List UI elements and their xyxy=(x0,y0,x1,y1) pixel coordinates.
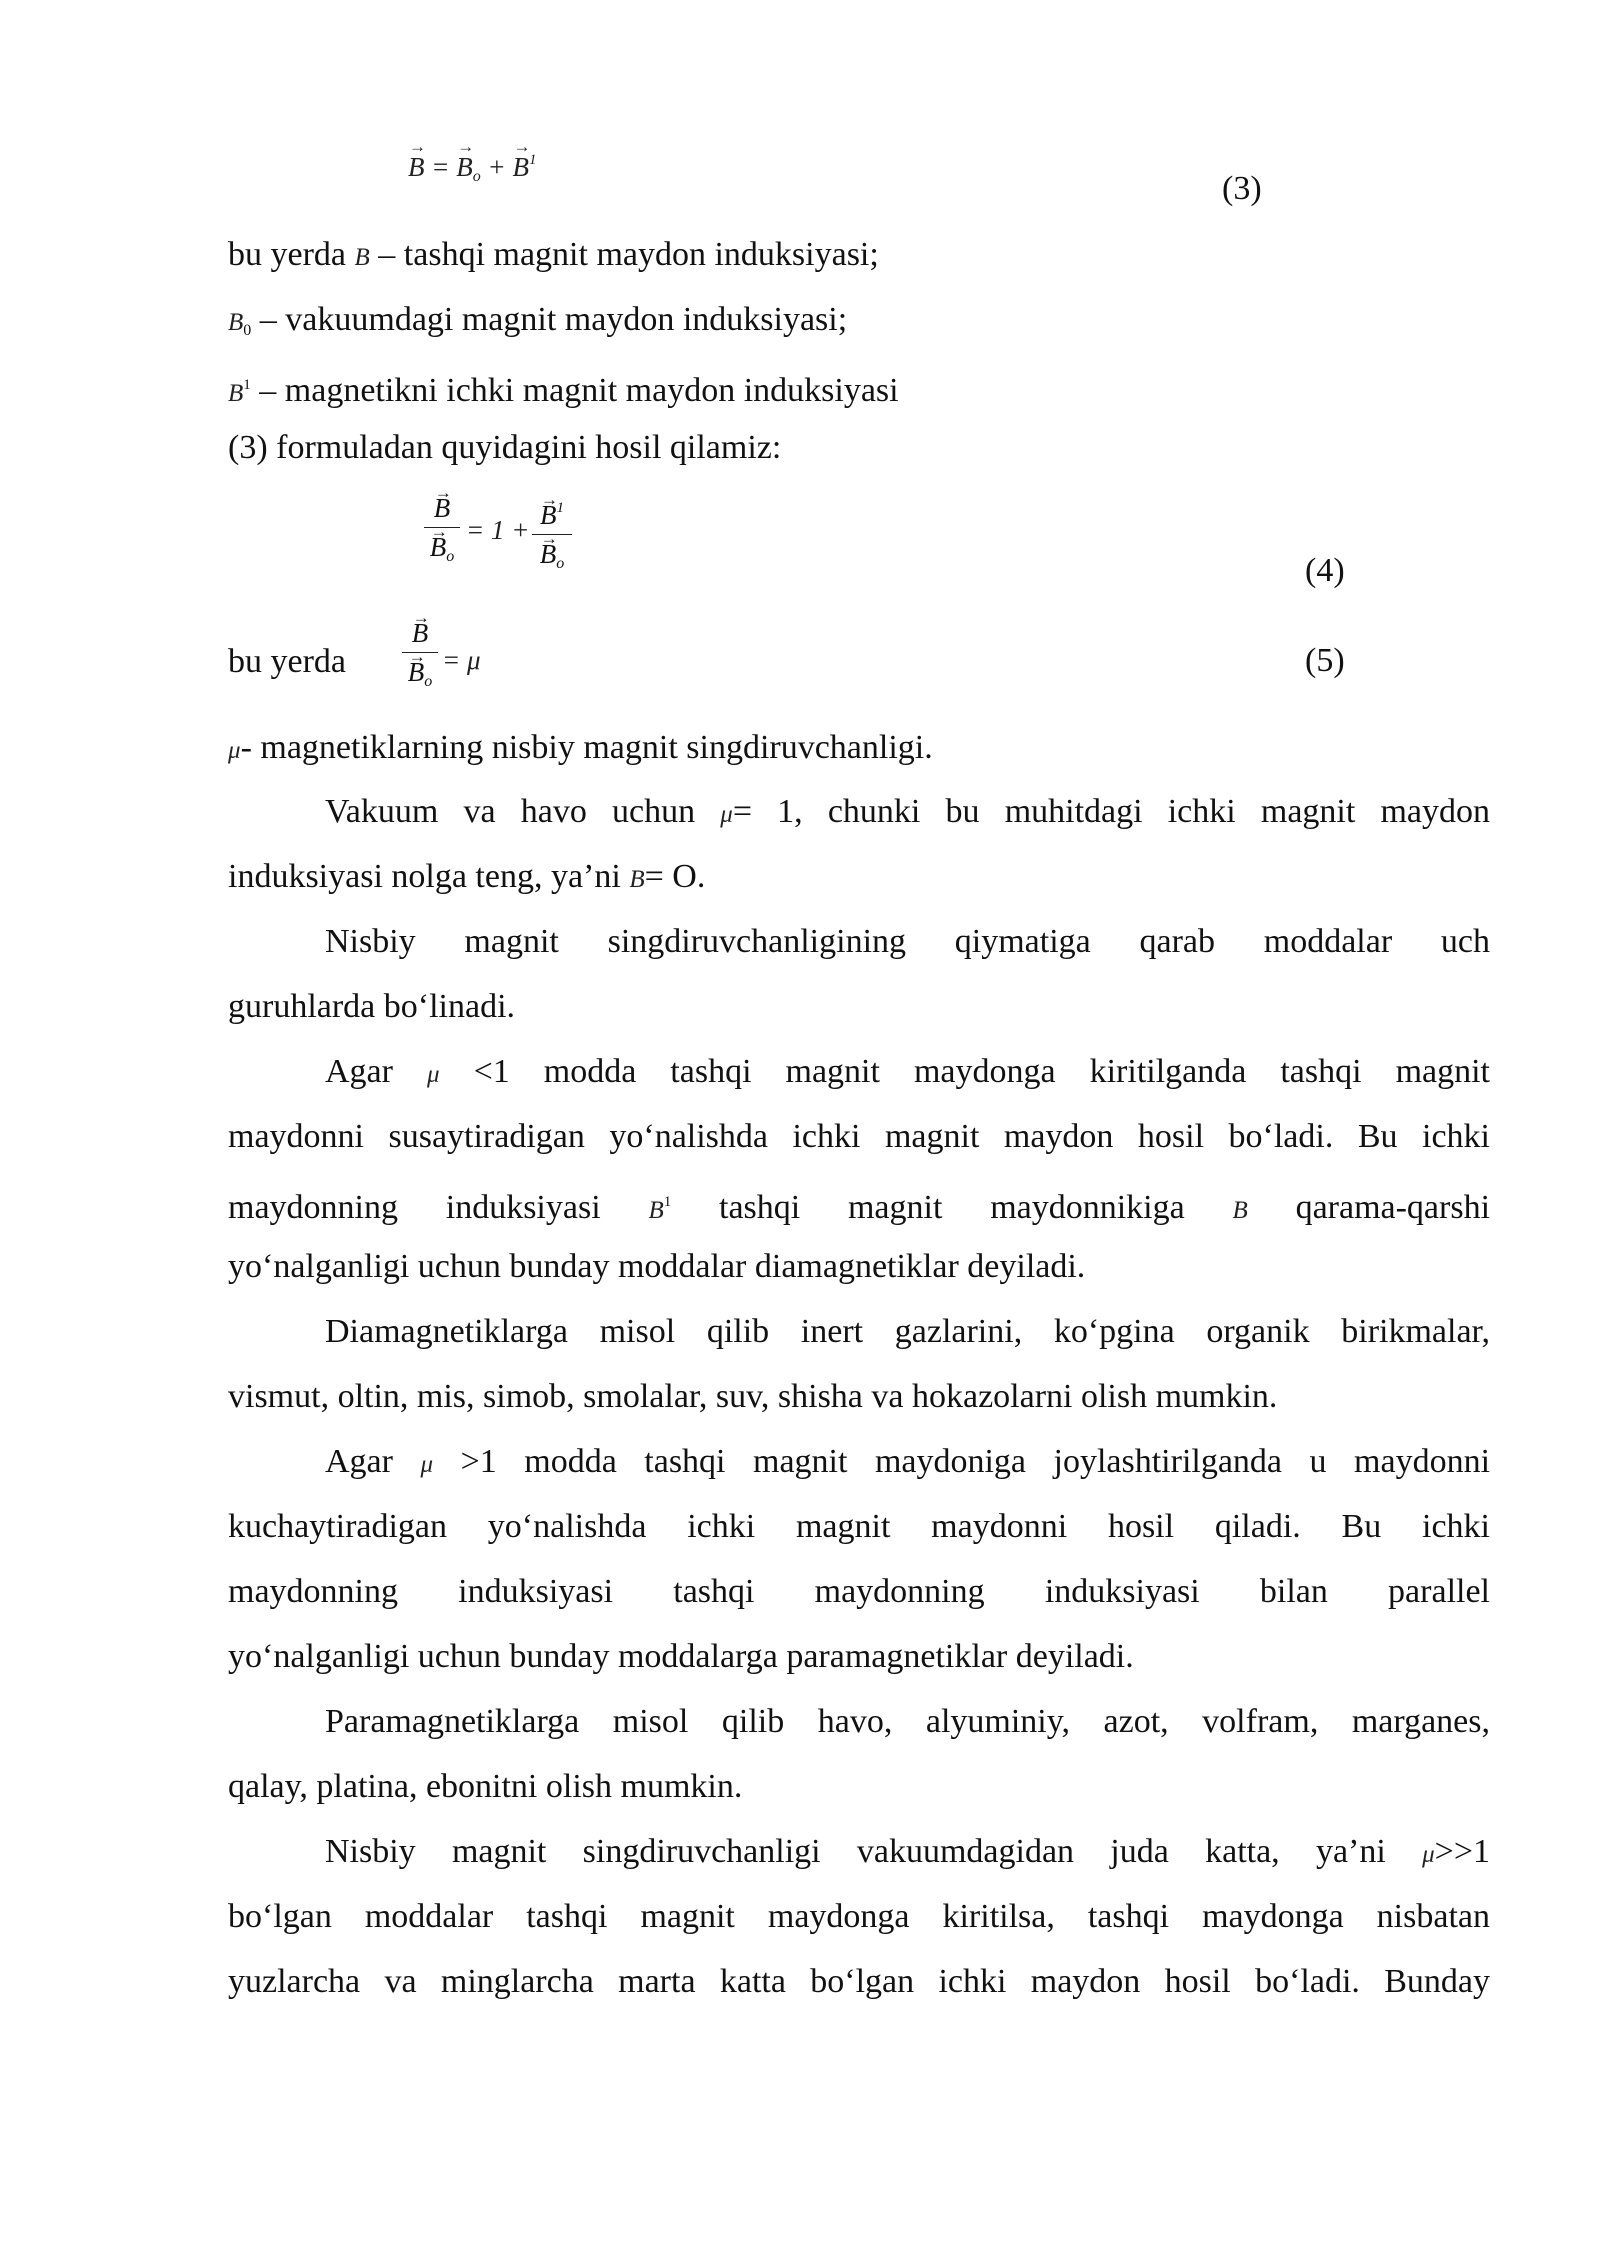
paragraph-2-line-1: Nisbiy magnit singdiruvchanligining qiymatiga qarab moddalar uch xyxy=(325,923,1490,960)
equation-number-4: (4) xyxy=(1305,552,1345,589)
vector-B1: → B xyxy=(540,500,557,530)
formula-5-equals-mu: = μ xyxy=(442,645,481,675)
symbol-mu: μ xyxy=(720,801,733,828)
symbol-B: B xyxy=(228,309,244,336)
paragraph-5-line-4: yo‘nalganligi uchun bunday moddalarga paramagnetiklar deyiladi. xyxy=(228,1638,1134,1675)
paragraph-6-line-2: qalay, platina, ebonitni olish mumkin. xyxy=(228,1768,743,1805)
formula-4-middle: = 1 + xyxy=(466,515,530,545)
paragraph-3-line-1: Agar μ <1 modda tashqi magnit maydonga kiritilganda tashqi magnit xyxy=(325,1053,1490,1090)
symbol-B: B xyxy=(228,380,244,407)
equation-number-5: (5) xyxy=(1305,642,1345,679)
mu-definition xyxy=(228,728,933,771)
vector-B0: → B xyxy=(408,657,425,687)
vector-B: → B xyxy=(408,152,425,183)
definition-text: - magnetiklarning nisbiy magnit singdiruvchanligi. xyxy=(240,729,933,766)
paragraph-3-line-3: maydonning induksiyasi $B^1$ tashqi magnit maydonnikiga B qarama-qarshi xyxy=(228,1189,1491,1226)
symbol-B: B xyxy=(354,244,370,271)
symbol-B: B xyxy=(648,1197,664,1224)
symbol-B: B xyxy=(629,866,645,893)
definition-B1 xyxy=(228,365,899,414)
definition-text: – tashqi magnit maydon induksiyasi; xyxy=(378,236,879,273)
definition-text: – magnetikni ichki magnit maydon induksiyasi xyxy=(259,372,899,409)
definition-text: – vakuumdagi magnit maydon induksiyasi; xyxy=(259,301,848,338)
paragraph-1-line-2: induksiyasi nolga teng, ya’ni B= O. xyxy=(228,858,706,895)
fraction-left: → B → $B_o$ xyxy=(424,493,460,572)
equation-number-3: (3) xyxy=(1222,170,1262,207)
formula-3 xyxy=(408,152,536,186)
paragraph-4-line-2: vismut, oltin, mis, simob, smolalar, suv, shisha va hokazolarni olish mumkin. xyxy=(228,1378,1278,1415)
vector-B1: → B xyxy=(512,152,529,183)
vector-B0: → B xyxy=(430,532,447,562)
paragraph-5-line-3: maydonning induksiyasi tashqi maydonning induksiyasi bilan parallel xyxy=(228,1573,1490,1610)
paragraph-7-line-2: bo‘lgan moddalar tashqi magnit maydonga kiritilsa, tashqi maydonga nisbatan xyxy=(228,1898,1490,1935)
paragraph-5-line-1: Agar μ >1 modda tashqi magnit maydoniga joylashtirilganda u maydonni xyxy=(325,1443,1491,1480)
fraction-mu: → B → $B_o$ xyxy=(402,618,438,697)
definition-B xyxy=(228,235,879,278)
paragraph-3-line-2: maydonni susaytiradigan yo‘nalishda ichki magnit maydon hosil bo‘ladi. Bu ichki xyxy=(228,1118,1490,1155)
paragraph-7-line-3: yuzlarcha va minglarcha marta katta bo‘lgan ichki maydon hosil bo‘ladi. Bunday xyxy=(228,1963,1490,2000)
superscript-1: 1 xyxy=(243,377,251,393)
paragraph-7-line-1: Nisbiy magnit singdiruvchanligi vakuumdagidan juda katta, ya’ni μ>>1 xyxy=(325,1833,1490,1870)
superscript-1: 1 xyxy=(528,152,537,168)
prefix-text: bu yerda xyxy=(228,236,347,273)
symbol-mu: μ xyxy=(228,737,241,764)
paragraph-1-line-1: Vakuum va havo uchun μ= 1, chunki bu muhitdagi ichki magnit maydon xyxy=(325,793,1490,830)
vector-B: → B xyxy=(434,493,451,523)
definition-B0 xyxy=(228,300,847,351)
subscript-0: 0 xyxy=(243,322,252,339)
formula-5-prefix: bu yerda xyxy=(228,643,347,680)
paragraph-3-line-4: yo‘nalganligi uchun bunday moddalar diamagnetiklar deyiladi. xyxy=(228,1248,1086,1285)
paragraph-6-line-1: Paramagnetiklarga misol qilib havo, alyuminiy, azot, volfram, marganes, xyxy=(325,1703,1490,1740)
symbol-mu: μ xyxy=(426,1061,440,1088)
paragraph-2-line-2: guruhlarda bo‘linadi. xyxy=(228,988,516,1025)
equals-sign: = xyxy=(431,152,450,182)
paragraph-4-line-1: Diamagnetiklarga misol qilib inert gazlarini, ko‘pgina organik birikmalar, xyxy=(325,1313,1490,1350)
plus-sign: + xyxy=(487,152,506,182)
symbol-mu: μ xyxy=(420,1451,434,1478)
vector-B0: → B xyxy=(456,152,473,183)
vector-B0: → B xyxy=(540,539,557,569)
fraction-right: → $B^1$ → $B_o$ xyxy=(532,493,572,579)
symbol-B: B xyxy=(1232,1197,1248,1224)
paragraph-5-line-2: kuchaytiradigan yo‘nalishda ichki magnit maydonni hosil qiladi. Bu ichki xyxy=(228,1508,1490,1545)
subscript-o: o xyxy=(472,168,481,185)
formula-intro: (3) formuladan quyidagini hosil qilamiz: xyxy=(228,429,782,466)
symbol-mu: μ xyxy=(1422,1841,1435,1868)
vector-B: → B xyxy=(412,618,429,648)
